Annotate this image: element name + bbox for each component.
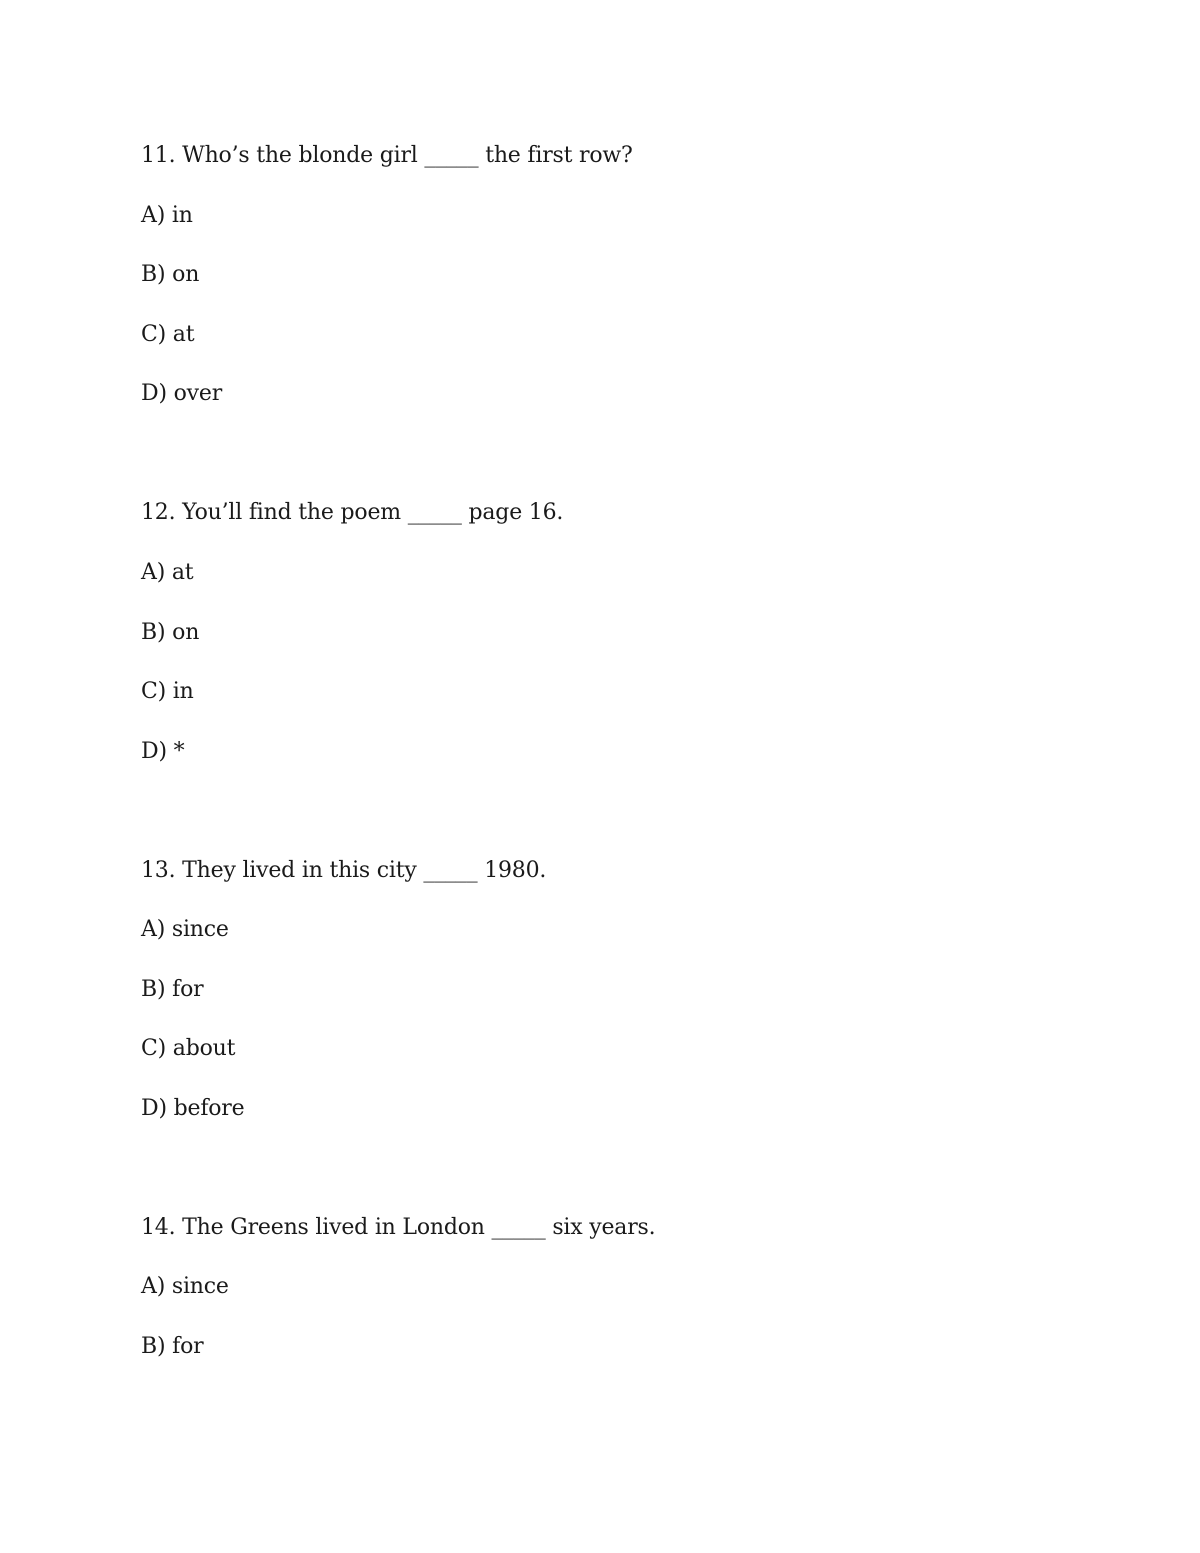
- question-prompt: 12. You’ll find the poem _____ page 16.: [141, 500, 564, 525]
- answer-option: B) for: [141, 1334, 204, 1359]
- answer-option: B) for: [141, 977, 204, 1002]
- question-prompt: 11. Who’s the blonde girl _____ the first row?: [141, 143, 633, 168]
- answer-option: B) on: [141, 620, 200, 645]
- answer-option: C) at: [141, 322, 195, 347]
- question-prompt: 13. They lived in this city _____ 1980.: [141, 858, 547, 883]
- answer-option: C) in: [141, 679, 194, 704]
- answer-option: D) before: [141, 1096, 245, 1121]
- question-prompt: 14. The Greens lived in London _____ six years.: [141, 1215, 656, 1240]
- answer-option: D) *: [141, 739, 185, 764]
- answer-option: C) about: [141, 1036, 236, 1061]
- answer-option: A) at: [141, 560, 194, 585]
- answer-option: A) since: [141, 1274, 229, 1299]
- answer-option: A) in: [141, 203, 193, 228]
- answer-option: B) on: [141, 262, 200, 287]
- answer-option: D) over: [141, 381, 223, 406]
- answer-option: A) since: [141, 917, 229, 942]
